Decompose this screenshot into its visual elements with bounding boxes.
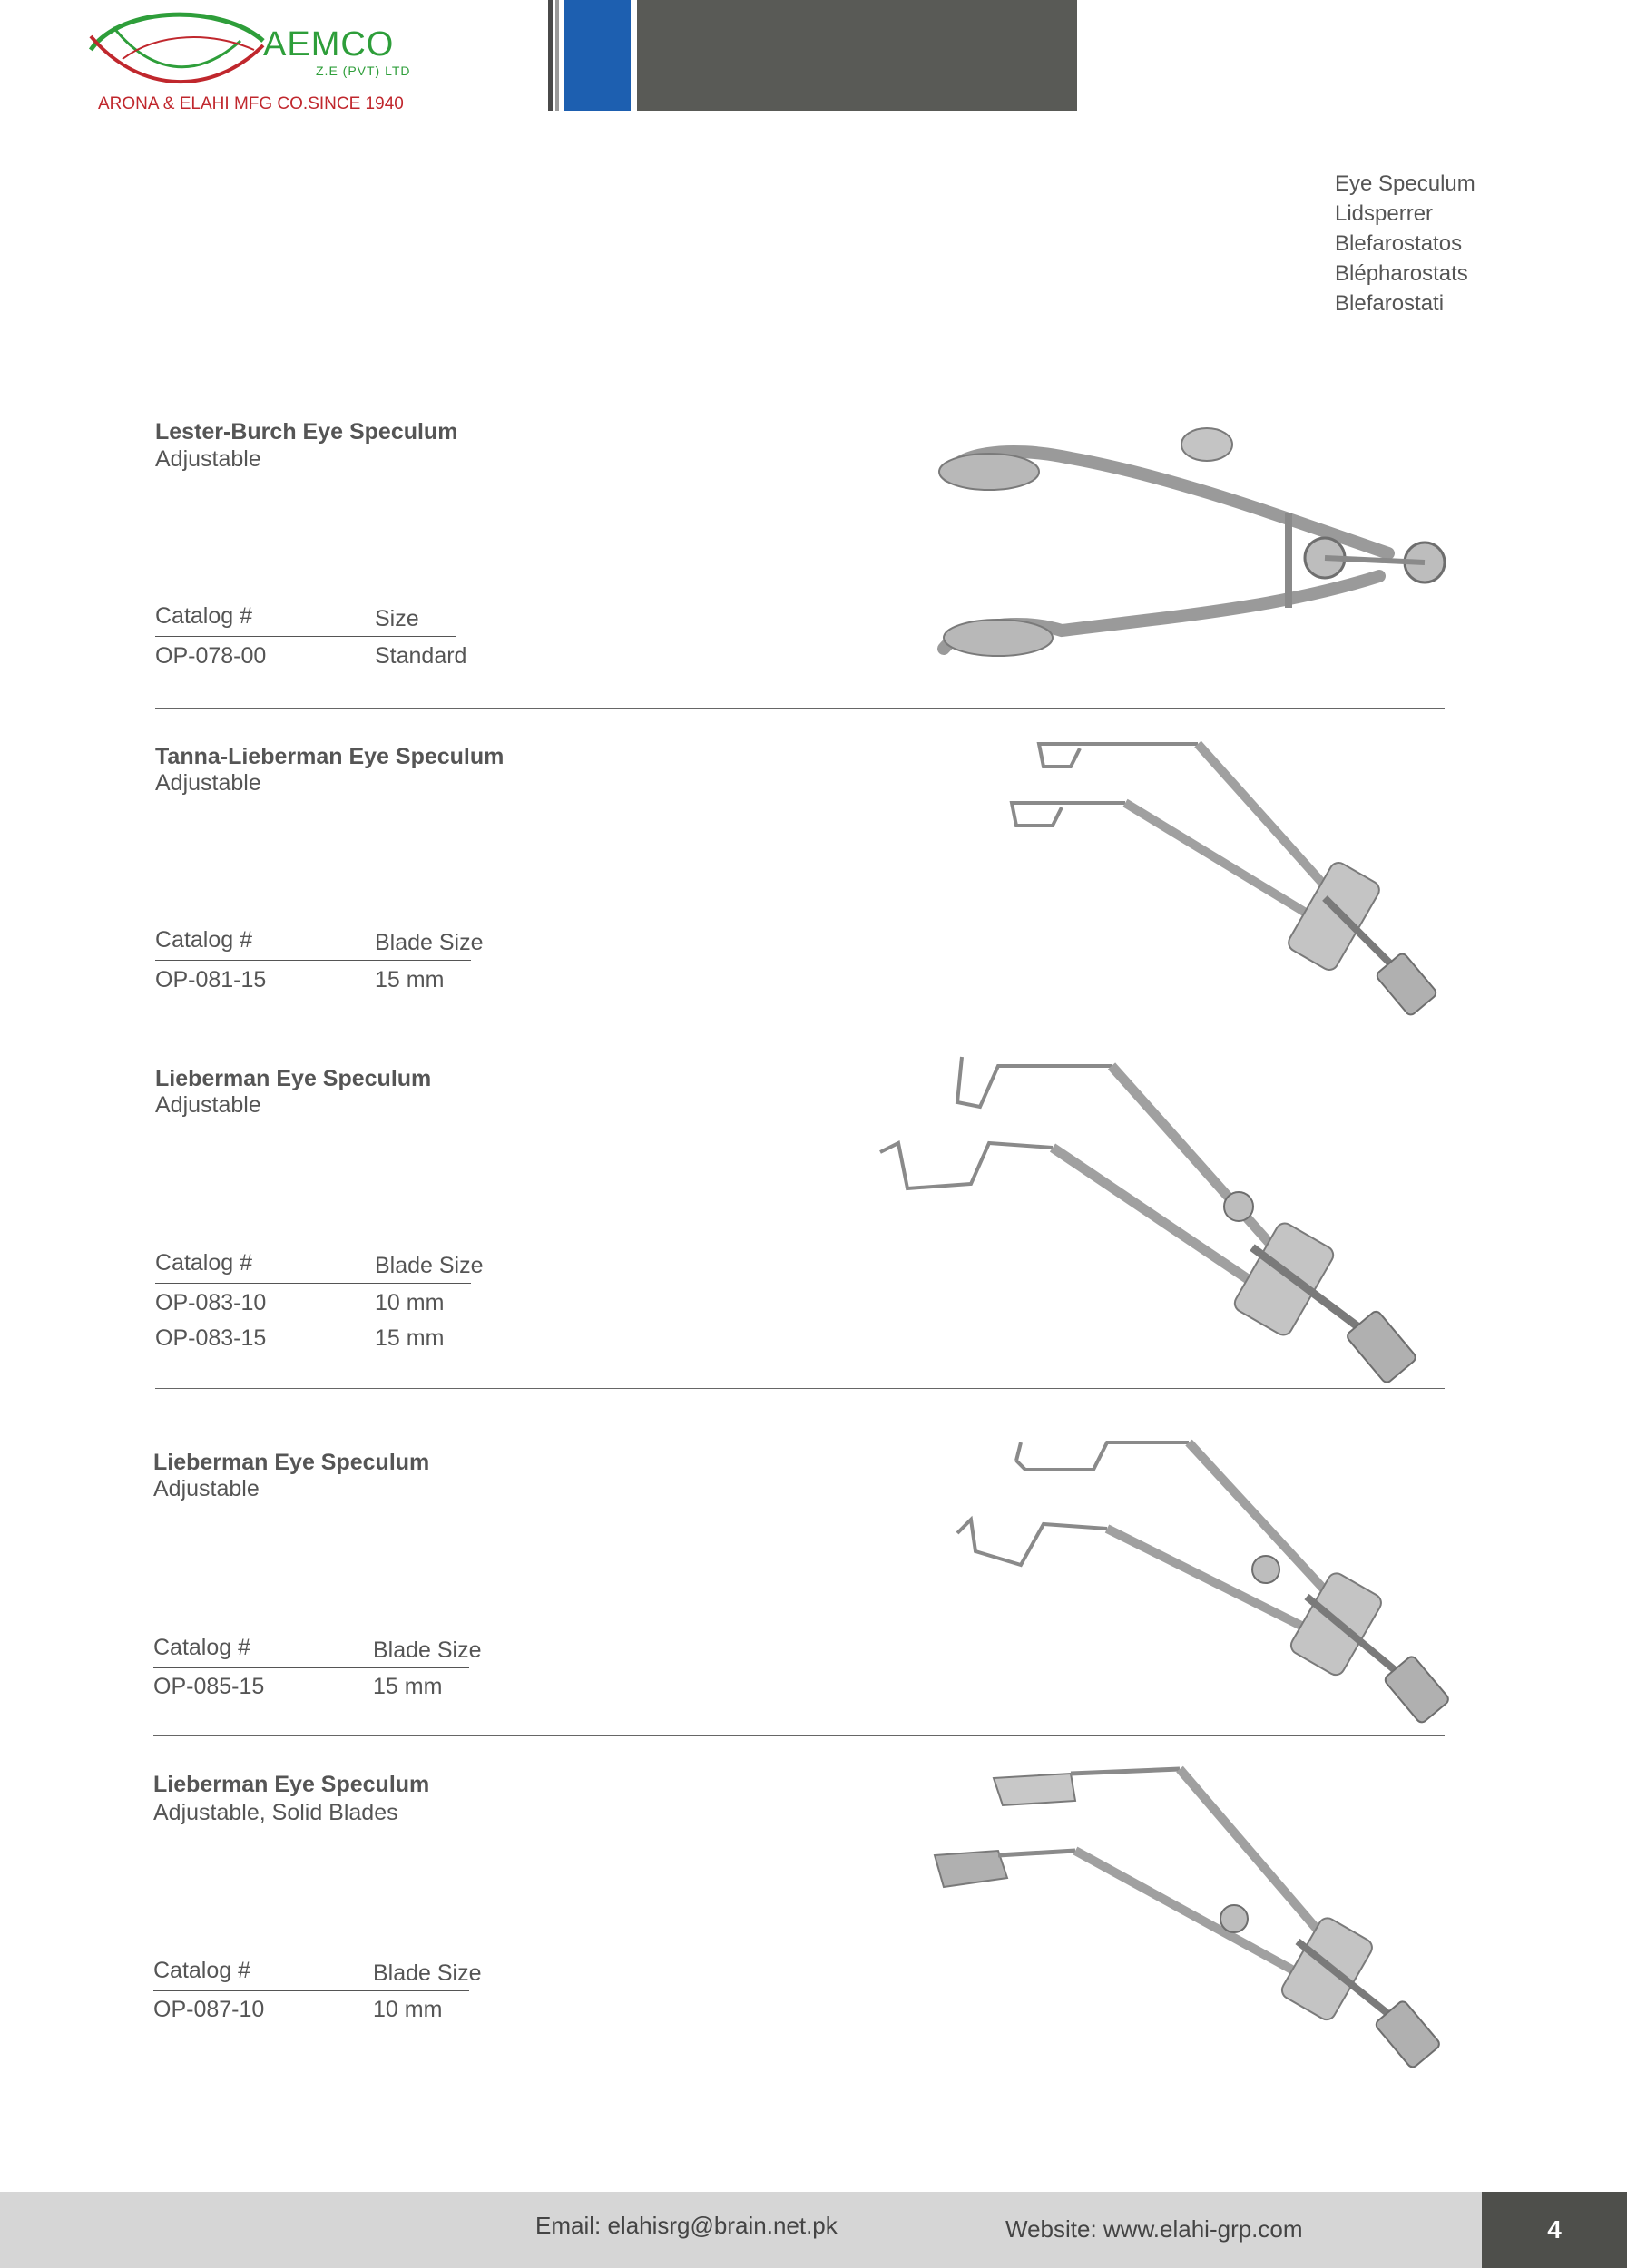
catalog-number: OP-083-15	[155, 1325, 267, 1351]
catalog-number: OP-087-10	[153, 1997, 265, 2022]
catalog-number: OP-083-10	[155, 1290, 267, 1315]
lieberman-speculum-image	[871, 1052, 1452, 1379]
page-number: 4	[1482, 2192, 1627, 2268]
catalog-column-header: Catalog #	[155, 927, 253, 953]
tanna-lieberman-speculum-image	[989, 717, 1443, 1016]
footer-email[interactable]: Email: elahisrg@brain.net.pk	[535, 2212, 838, 2239]
language-item: Blefarostati	[1335, 291, 1445, 316]
language-item: Blépharostats	[1335, 261, 1468, 286]
product-title: Tanna-Lieberman Eye Speculum	[155, 744, 505, 769]
product-subtitle: Adjustable	[155, 1092, 261, 1118]
lester-burch-speculum-image	[935, 422, 1443, 676]
catalog-column-header: Catalog #	[155, 1250, 253, 1276]
product-subtitle: Adjustable	[155, 770, 261, 796]
brand-name: AEMCO	[263, 25, 395, 64]
section-divider	[155, 708, 1445, 709]
table-header-rule	[155, 636, 456, 637]
catalog-number: OP-085-15	[153, 1674, 265, 1699]
section-divider	[155, 1388, 1445, 1389]
table-header-rule	[155, 1283, 471, 1284]
catalog-column-header: Catalog #	[153, 1635, 251, 1660]
language-item: Blefarostatos	[1335, 231, 1463, 256]
product-subtitle: Adjustable	[155, 446, 261, 472]
blade-size-value: 15 mm	[375, 967, 445, 992]
product-title: Lieberman Eye Speculum	[153, 1450, 430, 1475]
blade-size-value: 10 mm	[375, 1290, 445, 1315]
size-value: Standard	[375, 643, 467, 669]
blade-size-column-header: Blade Size	[375, 1253, 484, 1278]
company-tagline: ARONA & ELAHI MFG CO.SINCE 1940	[98, 94, 404, 113]
product-title: Lieberman Eye Speculum	[155, 1066, 432, 1091]
language-item: Eye Speculum	[1335, 171, 1475, 196]
product-title: Lieberman Eye Speculum	[153, 1772, 430, 1797]
product-title: Lester-Burch Eye Speculum	[155, 419, 458, 445]
blade-size-value: 10 mm	[373, 1997, 443, 2022]
catalog-number: OP-081-15	[155, 967, 267, 992]
blade-size-value: 15 mm	[373, 1674, 443, 1699]
size-column-header: Size	[375, 606, 419, 631]
blade-size-column-header: Blade Size	[373, 1637, 482, 1663]
blade-size-column-header: Blade Size	[375, 930, 484, 955]
table-header-rule	[153, 1667, 469, 1668]
footer-website[interactable]: Website: www.elahi-grp.com	[1005, 2215, 1303, 2243]
header-bar-dark	[548, 0, 553, 111]
lieberman-solid-blade-speculum-image	[916, 1760, 1452, 2068]
product-subtitle: Adjustable	[153, 1476, 260, 1501]
language-list	[1335, 169, 1475, 318]
header-bar-light	[555, 0, 559, 111]
language-item: Lidsperrer	[1335, 201, 1434, 226]
catalog-column-header: Catalog #	[155, 603, 253, 629]
table-header-rule	[155, 960, 471, 961]
lieberman-speculum-image	[944, 1433, 1452, 1724]
section-divider	[153, 1735, 1445, 1736]
catalog-number: OP-078-00	[155, 643, 267, 669]
header-bar-blue	[564, 0, 631, 111]
blade-size-value: 15 mm	[375, 1325, 445, 1351]
table-header-rule	[153, 1990, 469, 1991]
brand-subtitle: Z.E (PVT) LTD	[316, 64, 411, 78]
catalog-column-header: Catalog #	[153, 1958, 251, 1983]
product-subtitle: Adjustable, Solid Blades	[153, 1800, 398, 1825]
header-bar-gray	[637, 0, 1077, 111]
blade-size-column-header: Blade Size	[373, 1960, 482, 1986]
